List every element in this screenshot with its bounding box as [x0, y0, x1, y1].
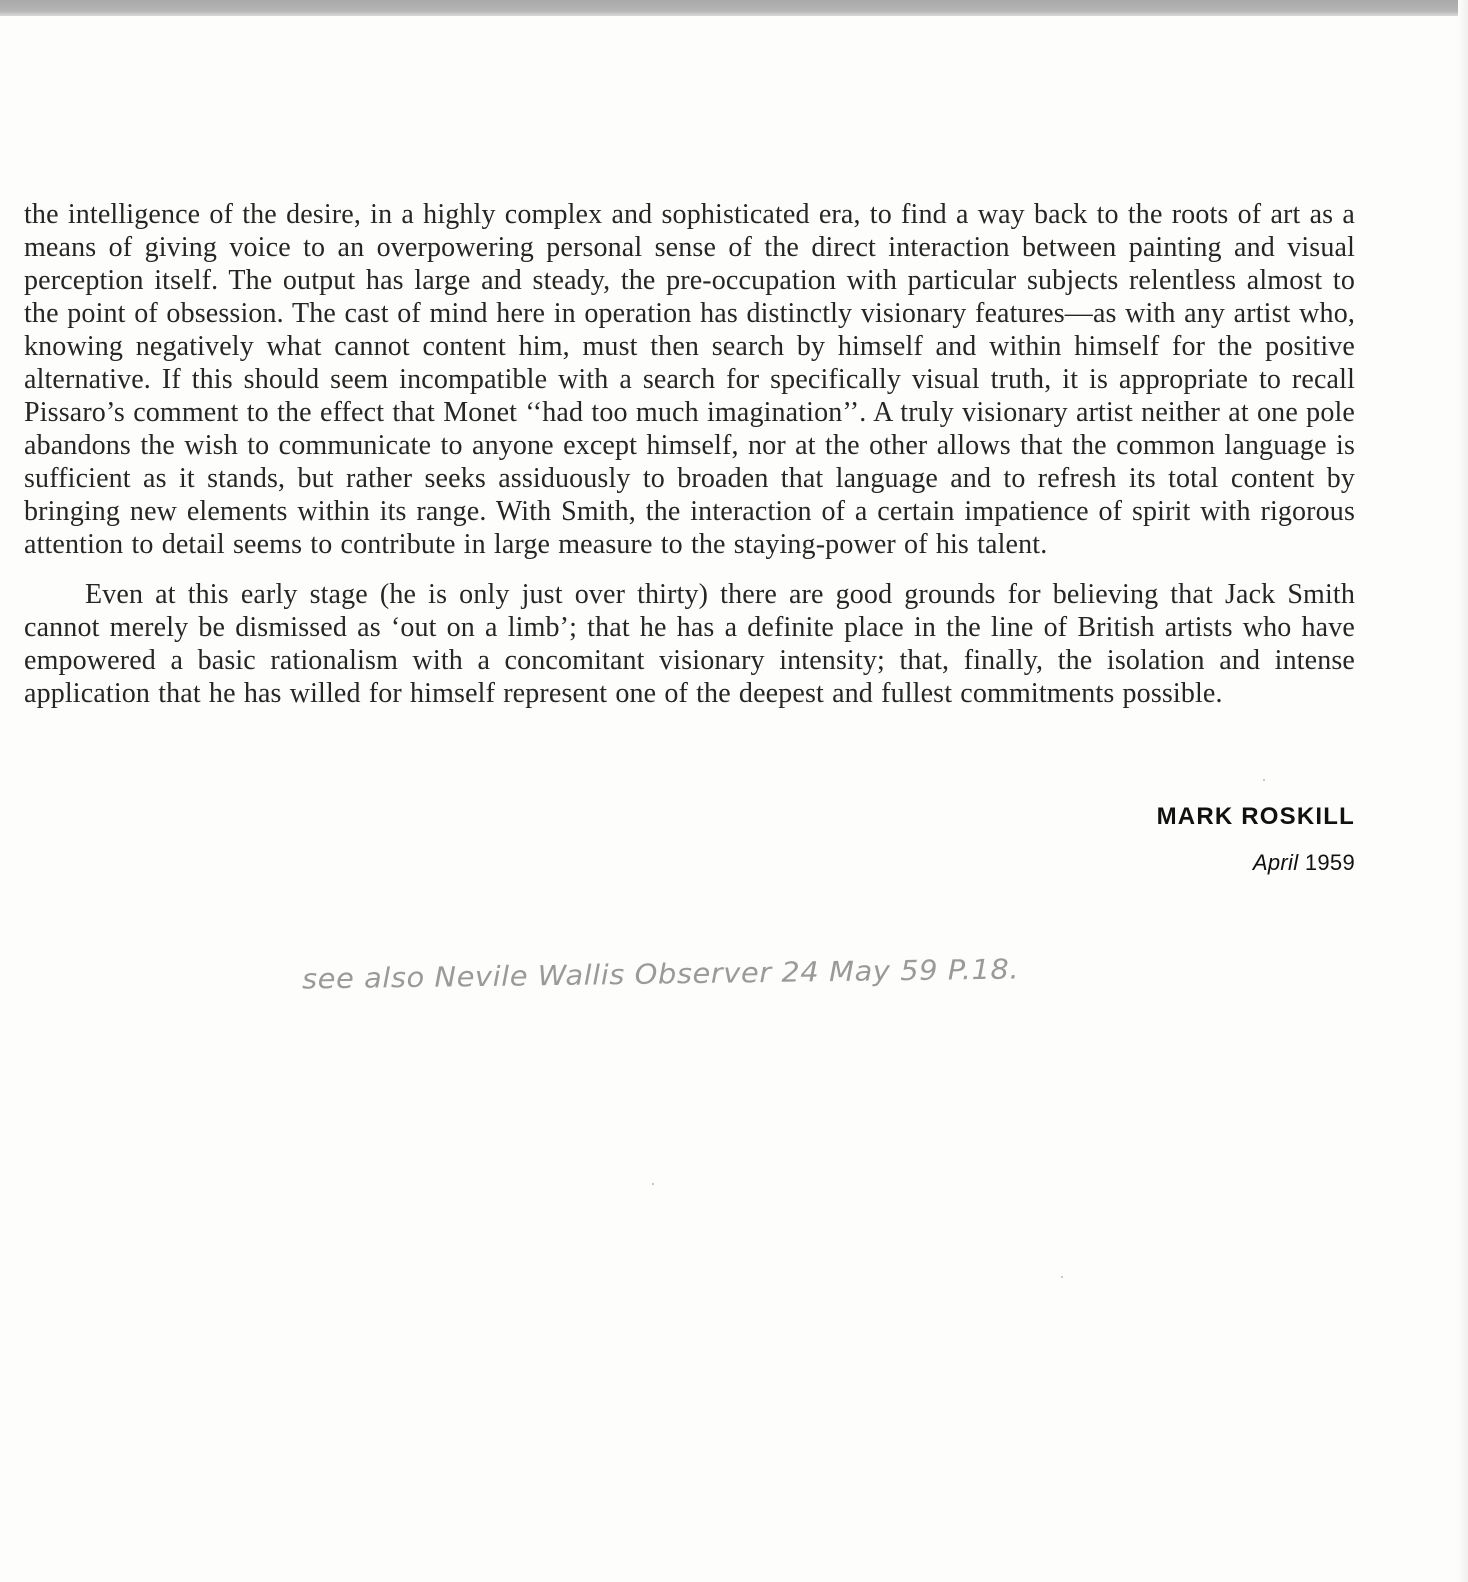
scan-right-edge: [1458, 0, 1468, 1582]
paper-speck: [652, 1183, 654, 1185]
signature-block: [1157, 803, 1355, 876]
handwritten-note: see also Nevile Wallis Observer 24 May 59 P.18.: [301, 952, 1020, 996]
page-body: [24, 198, 1355, 710]
date-month: April: [1252, 850, 1299, 875]
author-name: MARK ROSKILL: [1156, 803, 1355, 830]
paper-speck: [1263, 779, 1265, 781]
paragraph-1: the intelligence of the desire, in a highly complex and sophisticated era, to find a way back to the roots of art as a means of giving voice to an overpowering personal sense of the direct interaction between painting and visual perception itself. The output has large and steady, the pre-occupation with particular subjects relentless almost to the point of obsession. The cast of mind here in operation has distinctly visionary features—as with any artist who, knowing negatively what cannot content him, must then search by himself and within himself for the positive alternative. If this should seem incompatible with a search for specifically visual truth, it is appropriate to recall Pissaro’s comment to the effect that Monet ‘‘had too much imagination’’. A truly visionary artist neither at one pole abandons the wish to communicate to anyone except himself, nor at the other allows that the common language is sufficient as it stands, but rather seeks assiduously to broaden that language and to refresh its total content by bringing new elements within its range. With Smith, the interaction of a certain impatience of spirit with rigorous attention to detail seems to contribute in large measure to the staying-power of his talent.: [24, 199, 1355, 560]
signature-date: [1157, 850, 1355, 876]
date-year: 1959: [1304, 850, 1355, 875]
scan-top-edge: [0, 0, 1468, 16]
paper-speck: [1061, 1276, 1063, 1278]
paragraph-2: Even at this early stage (he is only just over thirty) there are good grounds for believing that Jack Smith cannot merely be dismissed as ‘out on a limb’; that he has a definite place in the line of British artists who have empowered a basic rationalism with a concomitant visionary intensity; that, finally, the isolation and intense application that he has willed for himself represent one of the deepest and fullest commitments possible.: [24, 579, 1355, 709]
